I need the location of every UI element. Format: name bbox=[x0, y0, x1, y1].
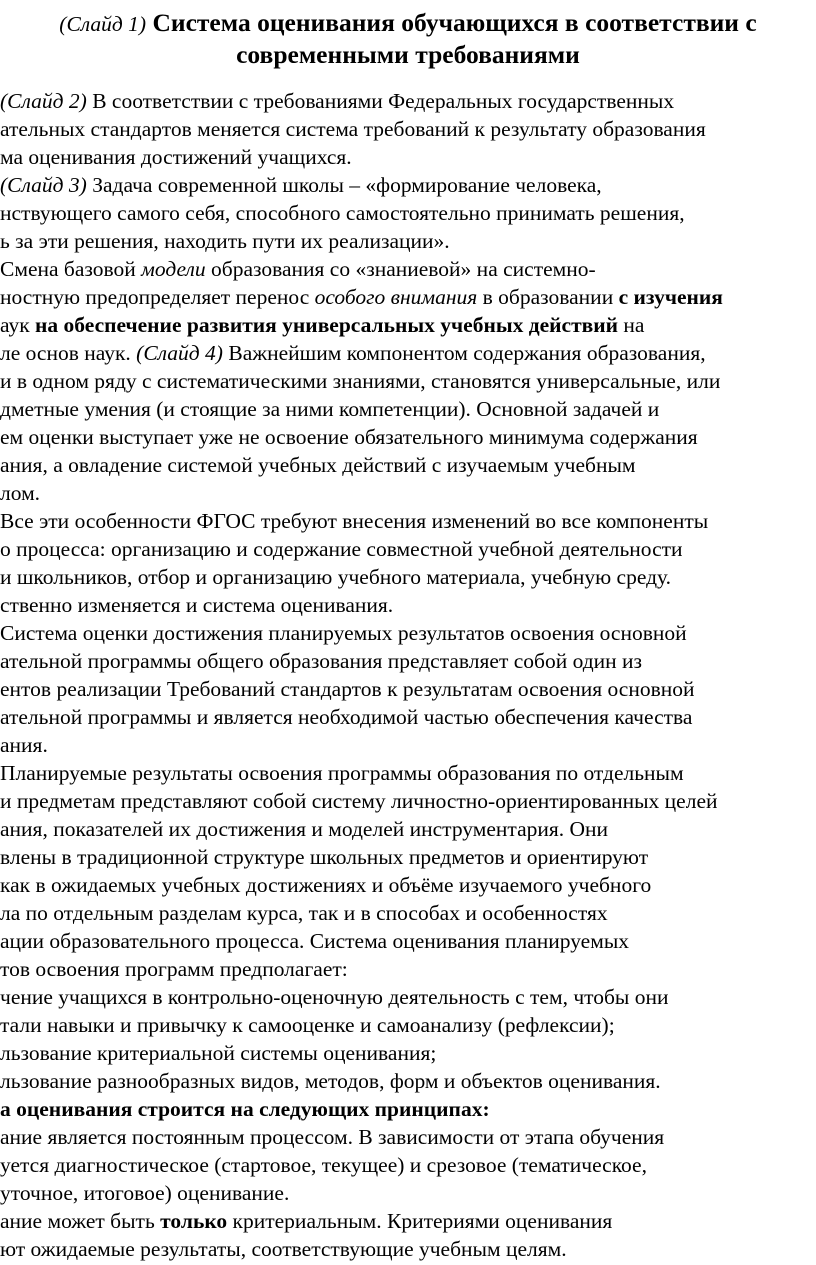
text-segment: ле основ наук. bbox=[0, 341, 137, 365]
text-line bbox=[0, 620, 687, 646]
text-segment: ания, показателей их достижения и моделей инструментария. Они bbox=[0, 817, 609, 841]
text-segment: ания. bbox=[0, 733, 48, 757]
text-segment: особого внимания bbox=[314, 285, 478, 309]
text-segment: и предметам представляют собой систему личностно-ориентированных целей bbox=[0, 789, 718, 813]
text-line bbox=[0, 1040, 436, 1066]
text-segment: в образовании bbox=[477, 285, 619, 309]
text-segment: льзование критериальной системы оценивания; bbox=[0, 1041, 437, 1065]
text-segment: влены в традиционной структуре школьных предметов и ориентируют bbox=[0, 845, 649, 869]
text-segment: льзование разнообразных видов, методов, форм и объектов оценивания. bbox=[0, 1069, 661, 1093]
text-line bbox=[0, 144, 352, 170]
text-line bbox=[0, 1236, 567, 1262]
text-line bbox=[0, 592, 393, 618]
title-slide-ref: (Слайд 1) bbox=[59, 12, 147, 36]
text-line bbox=[0, 788, 718, 814]
text-line bbox=[0, 1068, 661, 1094]
title-line-1: Система оценивания обучающихся в соответствии с bbox=[152, 8, 757, 37]
text-line bbox=[0, 984, 669, 1010]
text-segment: и в одном ряду с систематическими знаниями, становятся универсальные, или bbox=[0, 369, 721, 393]
text-segment: лом. bbox=[0, 481, 41, 505]
text-segment: Планируемые результаты освоения программы образования по отдельным bbox=[0, 761, 684, 785]
text-segment: (Слайд 3) bbox=[0, 173, 87, 197]
text-line bbox=[0, 480, 40, 506]
text-segment: Задача современной школы – «формирование человека, bbox=[86, 173, 602, 197]
text-line bbox=[0, 1208, 612, 1234]
text-segment: о процесса: организацию и содержание совместной учебной деятельности bbox=[0, 537, 683, 561]
title-line-2: современными требованиями bbox=[236, 40, 580, 69]
text-segment: Система оценки достижения планируемых результатов освоения основной bbox=[0, 621, 687, 645]
text-line bbox=[0, 200, 685, 226]
text-segment: тов освоения программ предполагает: bbox=[0, 957, 348, 981]
text-segment: на bbox=[618, 313, 645, 337]
text-segment: уточное, итоговое) оценивание. bbox=[0, 1181, 290, 1205]
text-line bbox=[0, 732, 48, 758]
text-segment: только bbox=[160, 1209, 228, 1233]
text-segment: (Слайд 4) bbox=[136, 341, 223, 365]
text-segment: образования со «знаниевой» на системно- bbox=[205, 257, 596, 281]
text-line bbox=[0, 1152, 647, 1178]
text-line bbox=[0, 368, 720, 394]
text-segment: на обеспечение развития универсальных учебных действий bbox=[35, 313, 619, 337]
text-line bbox=[0, 312, 644, 338]
text-segment: ма оценивания достижений учащихся. bbox=[0, 145, 352, 169]
text-segment: а оценивания строится на следующих принципах: bbox=[0, 1097, 490, 1121]
text-segment: ь за эти решения, находить пути их реализации». bbox=[0, 229, 450, 253]
text-line bbox=[0, 816, 608, 842]
text-segment: ностную предопределяет перенос bbox=[0, 285, 315, 309]
text-segment: ательных стандартов меняется система требований к результату образования bbox=[0, 117, 706, 141]
text-segment: ентов реализации Требований стандартов к результатам освоения основной bbox=[0, 677, 695, 701]
text-line bbox=[0, 116, 706, 142]
text-segment: критериальным. Критериями оценивания bbox=[227, 1209, 613, 1233]
text-line bbox=[0, 872, 651, 898]
text-segment: уется диагностическое (стартовое, текущее) и срезовое (тематическое, bbox=[0, 1153, 647, 1177]
text-segment: как в ожидаемых учебных достижениях и объёме изучаемого учебного bbox=[0, 873, 652, 897]
text-segment: с изучения bbox=[618, 285, 723, 309]
text-segment: дметные умения (и стоящие за ними компетенции). Основной задачей и bbox=[0, 397, 660, 421]
text-line bbox=[0, 228, 450, 254]
text-line bbox=[0, 340, 706, 366]
text-segment: В соответствии с требованиями Федеральных государственных bbox=[86, 89, 675, 113]
text-line bbox=[0, 284, 723, 310]
text-segment: ла по отдельным разделам курса, так и в способах и особенностях bbox=[0, 901, 608, 925]
text-segment: ание является постоянным процессом. В зависимости от этапа обучения bbox=[0, 1125, 665, 1149]
text-line bbox=[0, 648, 642, 674]
text-line bbox=[0, 1096, 490, 1122]
text-line bbox=[0, 424, 698, 450]
text-segment: Важнейшим компонентом содержания образования, bbox=[222, 341, 706, 365]
text-segment: ания, а овладение системой учебных действий с изучаемым учебным bbox=[0, 453, 636, 477]
text-segment: ательной программы общего образования представляет собой один из bbox=[0, 649, 643, 673]
text-line bbox=[0, 1012, 615, 1038]
text-line bbox=[0, 88, 674, 114]
text-line bbox=[0, 956, 348, 982]
text-line bbox=[0, 1180, 289, 1206]
text-segment: модели bbox=[141, 257, 206, 281]
text-line bbox=[0, 760, 684, 786]
text-line bbox=[0, 256, 596, 282]
text-line bbox=[0, 396, 659, 422]
text-line bbox=[0, 1124, 664, 1150]
text-line bbox=[0, 928, 629, 954]
text-segment: и школьников, отбор и организацию учебного материала, учебную среду. bbox=[0, 565, 672, 589]
text-line bbox=[0, 704, 692, 730]
text-line bbox=[0, 508, 708, 534]
text-line bbox=[0, 452, 636, 478]
document-title bbox=[0, 8, 816, 39]
document-title-continued bbox=[0, 40, 816, 70]
text-segment: ательной программы и является необходимой частью обеспечения качества bbox=[0, 705, 693, 729]
text-line bbox=[0, 536, 683, 562]
text-line bbox=[0, 676, 695, 702]
text-segment: ем оценки выступает уже не освоение обязательного минимума содержания bbox=[0, 425, 698, 449]
text-segment: (Слайд 2) bbox=[0, 89, 87, 113]
text-line bbox=[0, 172, 602, 198]
text-line bbox=[0, 900, 608, 926]
text-segment: ственно изменяется и система оценивания. bbox=[0, 593, 394, 617]
text-segment: чение учащихся в контрольно-оценочную деятельность с тем, чтобы они bbox=[0, 985, 669, 1009]
text-line bbox=[0, 844, 648, 870]
text-segment: ание может быть bbox=[0, 1209, 161, 1233]
text-line bbox=[0, 564, 671, 590]
text-segment: нствующего самого себя, способного самостоятельно принимать решения, bbox=[0, 201, 685, 225]
text-segment: Смена базовой bbox=[0, 257, 142, 281]
text-segment: ации образовательного процесса. Система оценивания планируемых bbox=[0, 929, 630, 953]
text-segment: тали навыки и привычку к самооценке и самоанализу (рефлексии); bbox=[0, 1013, 615, 1037]
text-segment: ют ожидаемые результаты, соответствующие учебным целям. bbox=[0, 1237, 567, 1261]
text-segment: аук bbox=[0, 313, 36, 337]
text-segment: Все эти особенности ФГОС требуют внесения изменений во все компоненты bbox=[0, 509, 709, 533]
